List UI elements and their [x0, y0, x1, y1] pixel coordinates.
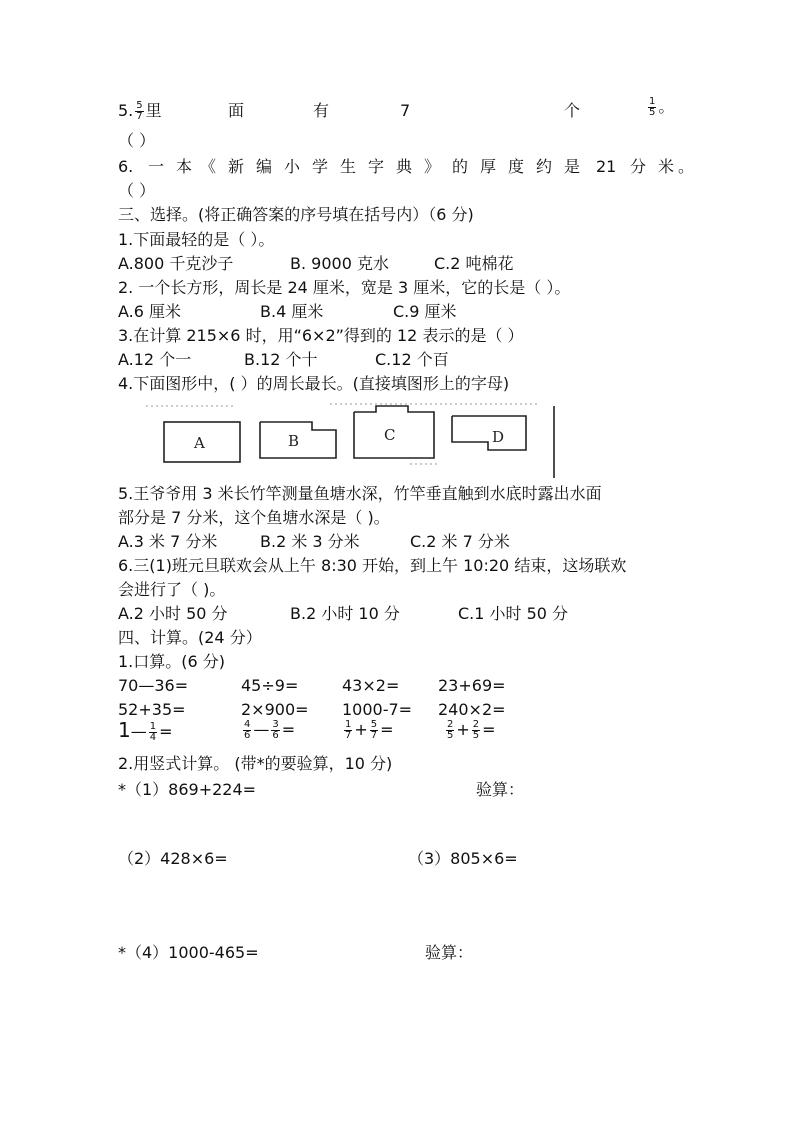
vertical-check-label-1: 验算： — [476, 780, 525, 799]
fraction: $\frac{1}{5}$ — [649, 96, 656, 118]
choice-q1: 1.下面最轻的是（ ）。 — [118, 230, 275, 249]
choice-q1-option-b[interactable]: B. 9000 克水 — [290, 254, 389, 273]
shape-d — [452, 416, 526, 450]
choice-q3-option-c[interactable]: C.12 个百 — [375, 350, 449, 369]
q5-prefix: 5. — [118, 101, 134, 120]
shape-c-label: C — [384, 426, 396, 444]
oral-item: 70—36= — [118, 676, 189, 695]
choice-q6-option-b[interactable]: B.2 小时 10 分 — [290, 604, 400, 623]
shape-a — [164, 422, 240, 462]
vertical-problem-2: （2）428×6= — [118, 849, 228, 868]
choice-q1-option-c[interactable]: C.2 吨棉花 — [434, 254, 514, 273]
choice-q3: 3.在计算 215×6 时，用“6×2”得到的 12 表示的是（ ） — [118, 326, 524, 345]
vertical-problem-1: *（1）869+224= — [118, 780, 257, 799]
choice-q2-option-a[interactable]: A.6 厘米 — [118, 302, 182, 321]
vertical-problem-4: *（4）1000-465= — [118, 943, 259, 962]
section3-title: 三、选择。(将正确答案的序号填在括号内）（6 分) — [118, 205, 474, 224]
oral-item: 2×900= — [241, 700, 309, 719]
choice-q1-option-a[interactable]: A.800 千克沙子 — [118, 254, 234, 273]
choice-q3-option-b[interactable]: B.12 个十 — [244, 350, 318, 369]
shape-a-label: A — [194, 434, 205, 452]
shape-d-label: D — [492, 428, 505, 446]
oral-item: 1000-7= — [342, 700, 413, 719]
choice-q3-option-a[interactable]: A.12 个一 — [118, 350, 192, 369]
oral-fraction-item: $\frac{1}{7}$ + $\frac{5}{7}$ = — [345, 719, 394, 741]
oral-fraction-item: $\frac{4}{6}$ — $\frac{3}{6}$ = — [244, 719, 296, 741]
choice-q6-line2: 会进行了（ )。 — [118, 580, 226, 599]
choice-q5-line2: 部分是 7 分米，这个鱼塘水深是（ )。 — [118, 508, 390, 527]
vertical-problem-3: （3）805×6= — [408, 849, 518, 868]
choice-q6-option-a[interactable]: A.2 小时 50 分 — [118, 604, 228, 623]
shape-b — [260, 422, 336, 458]
oral-fraction-item: $\frac{2}{5}$ + $\frac{2}{5}$ = — [447, 719, 496, 741]
shapes-figure — [140, 400, 560, 480]
choice-q6-option-c[interactable]: C.1 小时 50 分 — [458, 604, 569, 623]
oral-item: 52+35= — [118, 700, 186, 719]
choice-q4: 4.下面图形中，( ）的周长最长。(直接填图形上的字母) — [118, 374, 510, 393]
tf-q5-answer-paren[interactable]: （ ） — [118, 131, 156, 150]
choice-q5-option-b[interactable]: B.2 米 3 分米 — [260, 532, 360, 551]
fraction: $\frac{5}{7}$ — [136, 100, 143, 122]
oral-fraction-item: 1— $\frac{1}{4}$ = — [118, 718, 173, 743]
choice-q2-option-b[interactable]: B.4 厘米 — [260, 302, 324, 321]
oral-item: 240×2= — [438, 700, 506, 719]
choice-q6-line1: 6.三(1)班元旦联欢会从上午 8:30 开始，到上午 10:20 结束，这场联欢 — [118, 556, 627, 575]
shape-b-label: B — [288, 432, 300, 450]
vertical-title: 2.用竖式计算。 (带*的要验算，10 分) — [118, 754, 393, 773]
choice-q2-option-c[interactable]: C.9 厘米 — [393, 302, 457, 321]
section4-title: 四、计算。(24 分） — [118, 628, 262, 647]
tf-q6-answer-paren[interactable]: （ ） — [118, 181, 156, 200]
oral-item: 43×2= — [342, 676, 400, 695]
choice-q5-option-a[interactable]: A.3 米 7 分米 — [118, 532, 218, 551]
choice-q5-line1: 5.王爷爷用 3 米长竹竿测量鱼塘水深，竹竿垂直触到水底时露出水面 — [118, 484, 602, 503]
oral-item: 23+69= — [438, 676, 506, 695]
vertical-check-label-4: 验算： — [425, 943, 474, 962]
tf-q5: 5. $\frac{5}{7}$ 里 面 有 7 个 $\frac{1}{5}$ 。 — [118, 96, 675, 122]
choice-q2: 2. 一个长方形，周长是 24 厘米，宽是 3 厘米，它的长是（ ）。 — [118, 278, 571, 297]
oral-title: 1.口算。(6 分) — [118, 652, 226, 671]
oral-item: 45÷9= — [241, 676, 299, 695]
choice-q5-option-c[interactable]: C.2 米 7 分米 — [410, 532, 510, 551]
shape-c — [354, 406, 434, 458]
